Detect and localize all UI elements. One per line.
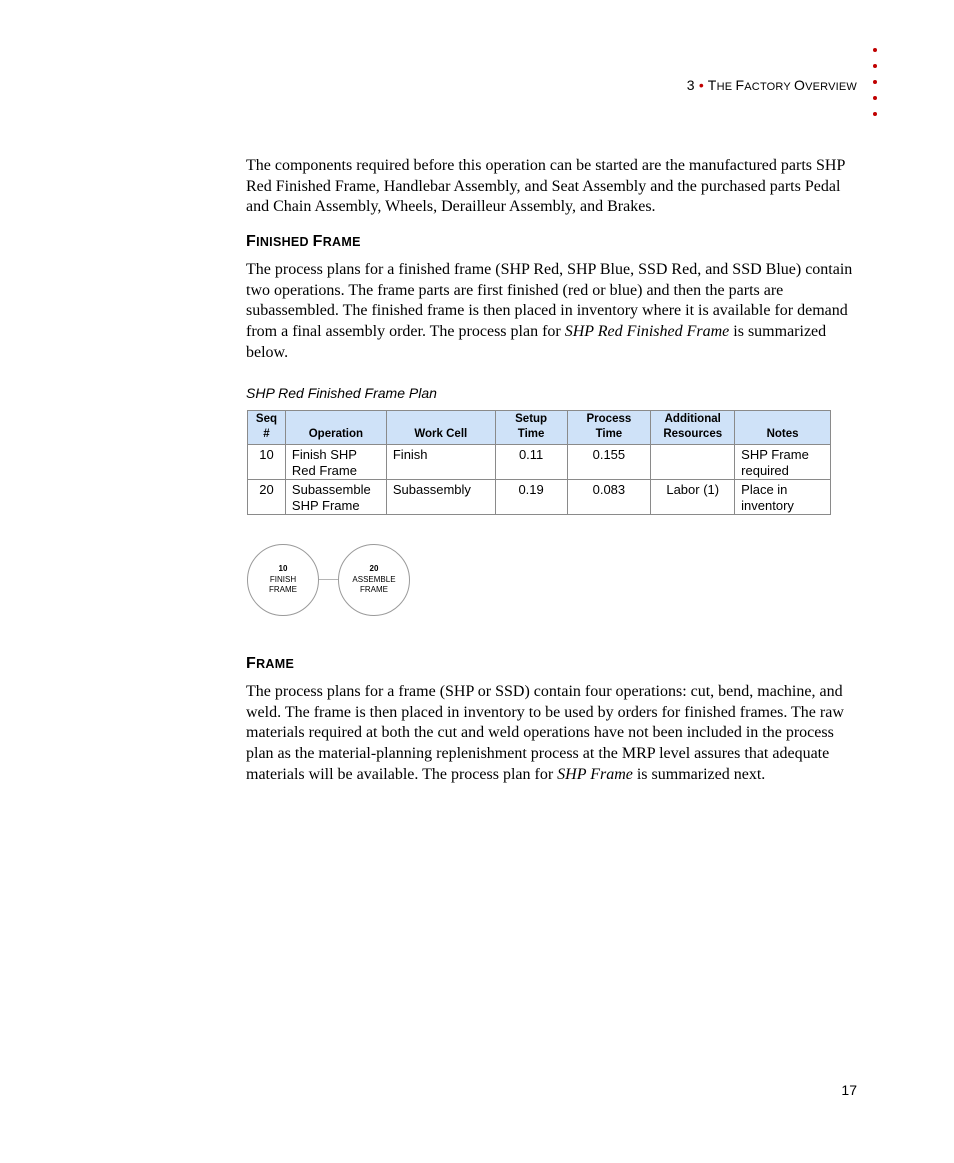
- operation-node-label: ASSEMBLE: [352, 574, 396, 584]
- cell-work-cell: Finish: [386, 445, 495, 480]
- column-header-process-time: Process Time: [567, 411, 651, 445]
- column-header-operation: Operation: [285, 411, 386, 445]
- cell-process-time: 0.083: [567, 480, 651, 515]
- table-row: [248, 480, 831, 515]
- operation-node-assemble-frame: [338, 544, 410, 616]
- column-header-seq: Seq #: [248, 411, 286, 445]
- operation-node-number: 20: [369, 564, 379, 574]
- operation-node-label: FRAME: [269, 585, 297, 595]
- paragraph-text: is summarized below.: [246, 323, 827, 361]
- page-number: 17: [841, 1082, 857, 1098]
- column-header-setup-time: Setup Time: [495, 411, 567, 445]
- cell-seq: 10: [248, 445, 286, 480]
- heading-initial: F: [312, 233, 323, 250]
- heading-part: RAME: [256, 657, 295, 671]
- cell-setup-time: 0.19: [495, 480, 567, 515]
- header-title-initial: T: [707, 77, 717, 93]
- finished-frame-heading: [246, 233, 856, 251]
- table-caption: SHP Red Finished Frame Plan: [246, 385, 437, 401]
- heading-initial: F: [246, 233, 257, 250]
- margin-dot: [873, 96, 877, 100]
- table-header-row: [248, 411, 831, 445]
- cell-operation: Finish SHP Red Frame: [285, 445, 386, 480]
- cell-work-cell: Subassembly: [386, 480, 495, 515]
- intro-paragraph: The components required before this operation can be started are the manufactured parts SHP Red Finished Frame, Handlebar Assembly, and Seat Assembly and the purchased parts Pedal and Chain Assembly, Wheels, Derailleur Assembly, and Brakes.: [246, 157, 845, 216]
- column-header-additional-resources: Additional Resources: [651, 411, 735, 445]
- operation-node-finish-frame: [247, 544, 319, 616]
- margin-dot: [873, 112, 877, 116]
- frame-heading: [246, 655, 856, 673]
- flow-connector: [319, 579, 338, 580]
- margin-dot: [873, 64, 877, 68]
- heading-part: INISHED: [256, 235, 313, 249]
- chapter-number: 3: [686, 77, 695, 93]
- header-title-part: HE: [716, 81, 736, 93]
- cell-operation: Subassemble SHP Frame: [285, 480, 386, 515]
- cell-process-time: 0.155: [567, 445, 651, 480]
- heading-part: RAME: [322, 235, 361, 249]
- paragraph-text: The process plans for a finished frame (SHP Red, SHP Blue, SSD Red, and SSD Blue) contain two operations. The frame parts are first finished (red or blue) and then the parts are subassembled. The finished frame is then placed in inventory where it is available for demand from a final assembly order. The process plan for: [246, 261, 853, 341]
- header-separator: •: [698, 77, 704, 93]
- operation-node-label: FINISH: [269, 574, 297, 584]
- finished-frame-paragraph: [246, 260, 856, 364]
- finished-frame-body: [246, 260, 856, 364]
- frame-body: [246, 682, 856, 786]
- table-row: [248, 445, 831, 480]
- cell-notes: Place in inventory: [735, 480, 831, 515]
- heading-initial: F: [246, 655, 257, 672]
- header-title-part: ACTORY: [744, 81, 794, 93]
- column-header-work-cell: Work Cell: [386, 411, 495, 445]
- operation-node-label: FRAME: [360, 585, 388, 595]
- header-title-initial: O: [793, 77, 806, 93]
- paragraph-emphasis: SHP Red Finished Frame: [564, 323, 730, 341]
- margin-dot: [873, 80, 877, 84]
- header-title-part: VERVIEW: [805, 81, 857, 93]
- operation-flow-diagram: [247, 543, 417, 619]
- running-header: [687, 77, 857, 93]
- margin-dot-ornament: [873, 48, 881, 128]
- cell-setup-time: 0.11: [495, 445, 567, 480]
- paragraph-emphasis: SHP Frame: [557, 765, 633, 783]
- cell-additional-resources: [651, 445, 735, 480]
- column-header-notes: Notes: [735, 411, 831, 445]
- header-title-initial: F: [735, 77, 745, 93]
- frame-paragraph: [246, 682, 856, 786]
- paragraph-text: The process plans for a frame (SHP or SSD) contain four operations: cut, bend, machine, and weld. The frame is then placed in inventory to be used by orders for finished frames. The raw materials required at both the cut and weld operations have not been included in the process plan as the material-planning replenishment process at the MRP level assures that adequate materials will be available. The process plan for: [246, 683, 844, 783]
- finished-frame-heading-block: [246, 233, 856, 251]
- cell-seq: 20: [248, 480, 286, 515]
- margin-dot: [873, 48, 877, 52]
- intro-block: [246, 156, 856, 218]
- process-plan-table: [247, 410, 831, 515]
- operation-node-number: 10: [278, 564, 288, 574]
- cell-notes: SHP Frame required: [735, 445, 831, 480]
- paragraph-text: is summarized next.: [632, 765, 766, 783]
- cell-additional-resources: Labor (1): [651, 480, 735, 515]
- frame-heading-block: [246, 655, 856, 673]
